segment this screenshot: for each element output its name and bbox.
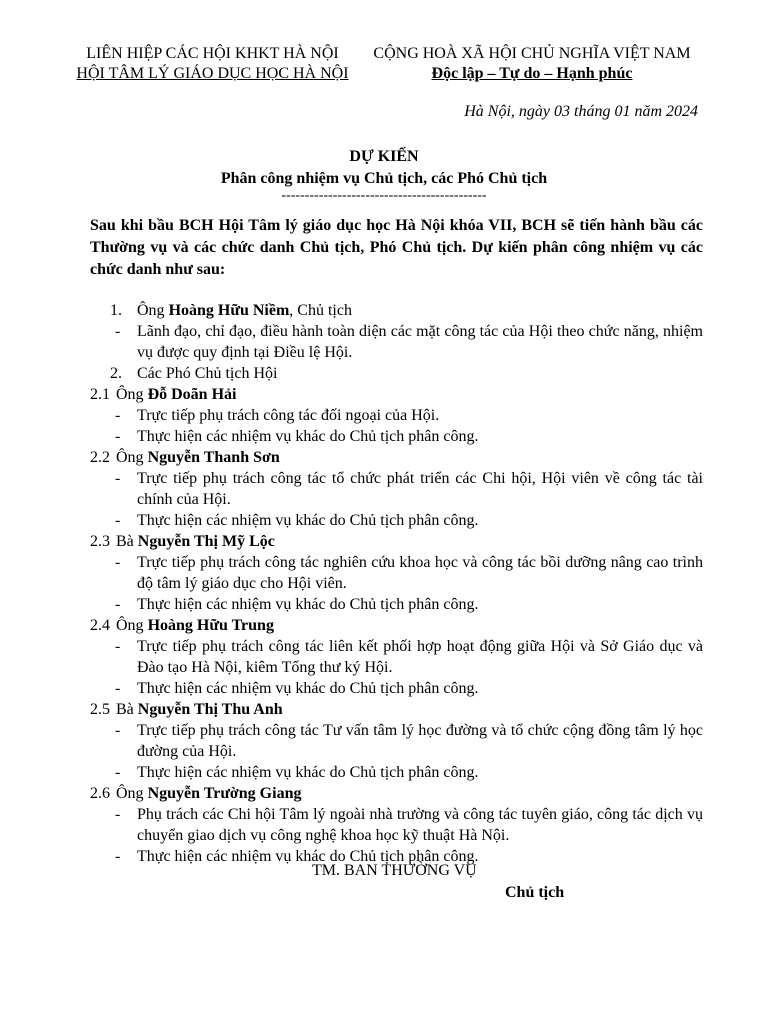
item-number: 1. — [110, 302, 122, 319]
role-suffix: , Chủ tịch — [289, 302, 352, 319]
sub-number: 2.3 — [90, 533, 110, 550]
dash-marker: - — [115, 806, 121, 823]
vice-chair-2-1 — [90, 384, 703, 405]
vice-chair-2-5 — [90, 699, 703, 720]
duty-text: Thực hiện các nhiệm vụ khác do Chủ tịch phân công. — [137, 680, 479, 697]
motto-line: Độc lập – Tự do – Hạnh phúc — [431, 65, 633, 82]
vice-chair-2-3 — [90, 531, 703, 552]
section-text: Các Phó Chủ tịch Hội — [137, 365, 278, 382]
document-subtitle: Phân công nhiệm vụ Chủ tịch, các Phó Chủ tịch — [220, 170, 548, 187]
duty-text: Phụ trách các Chi hội Tâm lý ngoài nhà trường và công tác tuyên giáo, công tác dịch vụ chuyển giao dịch vụ công nghệ khoa học kỹ thuật Hà Nội. — [137, 806, 703, 844]
title-prefix: Ông — [116, 386, 148, 403]
signature-title: Chủ tịch — [505, 884, 565, 901]
dash-marker: - — [115, 764, 121, 781]
dash-marker: - — [115, 323, 121, 340]
duty-item — [90, 510, 703, 531]
dash-marker: - — [115, 554, 121, 571]
document-date: Hà Nội, ngày 03 tháng 01 năm 2024 — [464, 103, 698, 120]
org-line-1: LIÊN HIỆP CÁC HỘI KHKT HÀ NỘI — [86, 45, 339, 62]
duty-item — [90, 468, 703, 510]
dash-marker: - — [115, 848, 121, 865]
dash-marker: - — [115, 596, 121, 613]
duty-item — [90, 720, 703, 762]
duty-text: Trực tiếp phụ trách công tác Tư vấn tâm lý học đường và tổ chức cộng đồng tâm lý học đường của Hội. — [137, 722, 703, 760]
duty-text: Trực tiếp phụ trách công tác tổ chức phát triển các Chi hội, Hội viên về công tác tài chính của Hội. — [137, 470, 703, 508]
vice-chair-2-2 — [90, 447, 703, 468]
duty-item — [90, 762, 703, 783]
dash-marker: - — [115, 512, 121, 529]
vice-chair-2-6 — [90, 783, 703, 804]
duty-text: Thực hiện các nhiệm vụ khác do Chủ tịch phân công. — [137, 596, 479, 613]
duty-item — [90, 405, 703, 426]
sub-number: 2.1 — [90, 386, 110, 403]
dash-marker: - — [115, 407, 121, 424]
dash-marker: - — [115, 722, 121, 739]
title-prefix: Ông — [116, 785, 148, 802]
document-title: DỰ KIẾN — [349, 148, 419, 165]
duty-text: Lãnh đạo, chỉ đạo, điều hành toàn diện các mặt công tác của Hội theo chức năng, nhiệm vụ được quy định tại Điều lệ Hội. — [137, 323, 703, 361]
title-prefix: Bà — [116, 701, 138, 718]
duty-text: Thực hiện các nhiệm vụ khác do Chủ tịch phân công. — [137, 764, 479, 781]
duty-text: Thực hiện các nhiệm vụ khác do Chủ tịch phân công. — [137, 428, 479, 445]
dash-marker: - — [115, 638, 121, 655]
duty-item — [90, 804, 703, 846]
duty-item — [90, 678, 703, 699]
intro-paragraph: Sau khi bầu BCH Hội Tâm lý giáo dục học Hà Nội khóa VII, BCH sẽ tiến hành bầu các Thường vụ và các chức danh Chủ tịch, Phó Chủ tịch. Dự kiến phân công nhiệm vụ các chức danh như sau: — [90, 217, 703, 278]
assignment-list — [90, 300, 703, 867]
duty-text: Trực tiếp phụ trách công tác nghiên cứu khoa học và công tác bồi dưỡng nâng cao trình độ tâm lý giáo dục cho Hội viên. — [137, 554, 703, 592]
sub-number: 2.5 — [90, 701, 110, 718]
dash-marker: - — [115, 680, 121, 697]
sub-number: 2.6 — [90, 785, 110, 802]
list-item-chairman — [90, 300, 703, 321]
national-header — [362, 44, 702, 84]
duty-item — [90, 321, 703, 363]
dash-marker: - — [115, 428, 121, 445]
list-item-vice-chairmen — [90, 363, 703, 384]
person-name: Nguyễn Thị Mỹ Lộc — [137, 533, 275, 550]
title-divider: -------------------------------------------- — [281, 188, 487, 203]
person-name: Nguyễn Thanh Sơn — [147, 449, 280, 466]
duty-text: Trực tiếp phụ trách công tác liên kết phối hợp hoạt động giữa Hội và Sở Giáo dục và Đào tạo Hà Nội, kiêm Tổng thư ký Hội. — [137, 638, 703, 676]
duty-item — [90, 426, 703, 447]
title-prefix: Bà — [116, 533, 138, 550]
sub-number: 2.2 — [90, 449, 110, 466]
nation-line-1: CỘNG HOÀ XÃ HỘI CHỦ NGHĨA VIỆT NAM — [373, 45, 691, 62]
organization-header — [60, 44, 365, 84]
person-name: Nguyễn Thị Thu Anh — [137, 701, 283, 718]
duty-item — [90, 552, 703, 594]
person-name: Nguyễn Trường Giang — [147, 785, 302, 802]
org-line-2: HỘI TÂM LÝ GIÁO DỤC HỌC HÀ NỘI — [76, 65, 349, 82]
dash-marker: - — [115, 470, 121, 487]
person-name: Hoàng Hữu Trung — [147, 617, 274, 634]
duty-text: Thực hiện các nhiệm vụ khác do Chủ tịch phân công. — [137, 848, 479, 865]
duty-text: Trực tiếp phụ trách công tác đối ngoại của Hội. — [137, 407, 440, 424]
item-number: 2. — [110, 365, 122, 382]
vice-chair-2-4 — [90, 615, 703, 636]
duty-item — [90, 594, 703, 615]
duty-text: Thực hiện các nhiệm vụ khác do Chủ tịch phân công. — [137, 512, 479, 529]
title-prefix: Ông — [116, 617, 148, 634]
signature-org: TM. BAN THƯỜNG VỤ — [312, 862, 477, 879]
title-prefix: Ông — [116, 449, 148, 466]
title-prefix: Ông — [137, 302, 169, 319]
duty-item — [90, 636, 703, 678]
person-name: Đỗ Doãn Hải — [147, 386, 237, 403]
person-name: Hoàng Hữu Niềm — [168, 302, 290, 319]
sub-number: 2.4 — [90, 617, 110, 634]
